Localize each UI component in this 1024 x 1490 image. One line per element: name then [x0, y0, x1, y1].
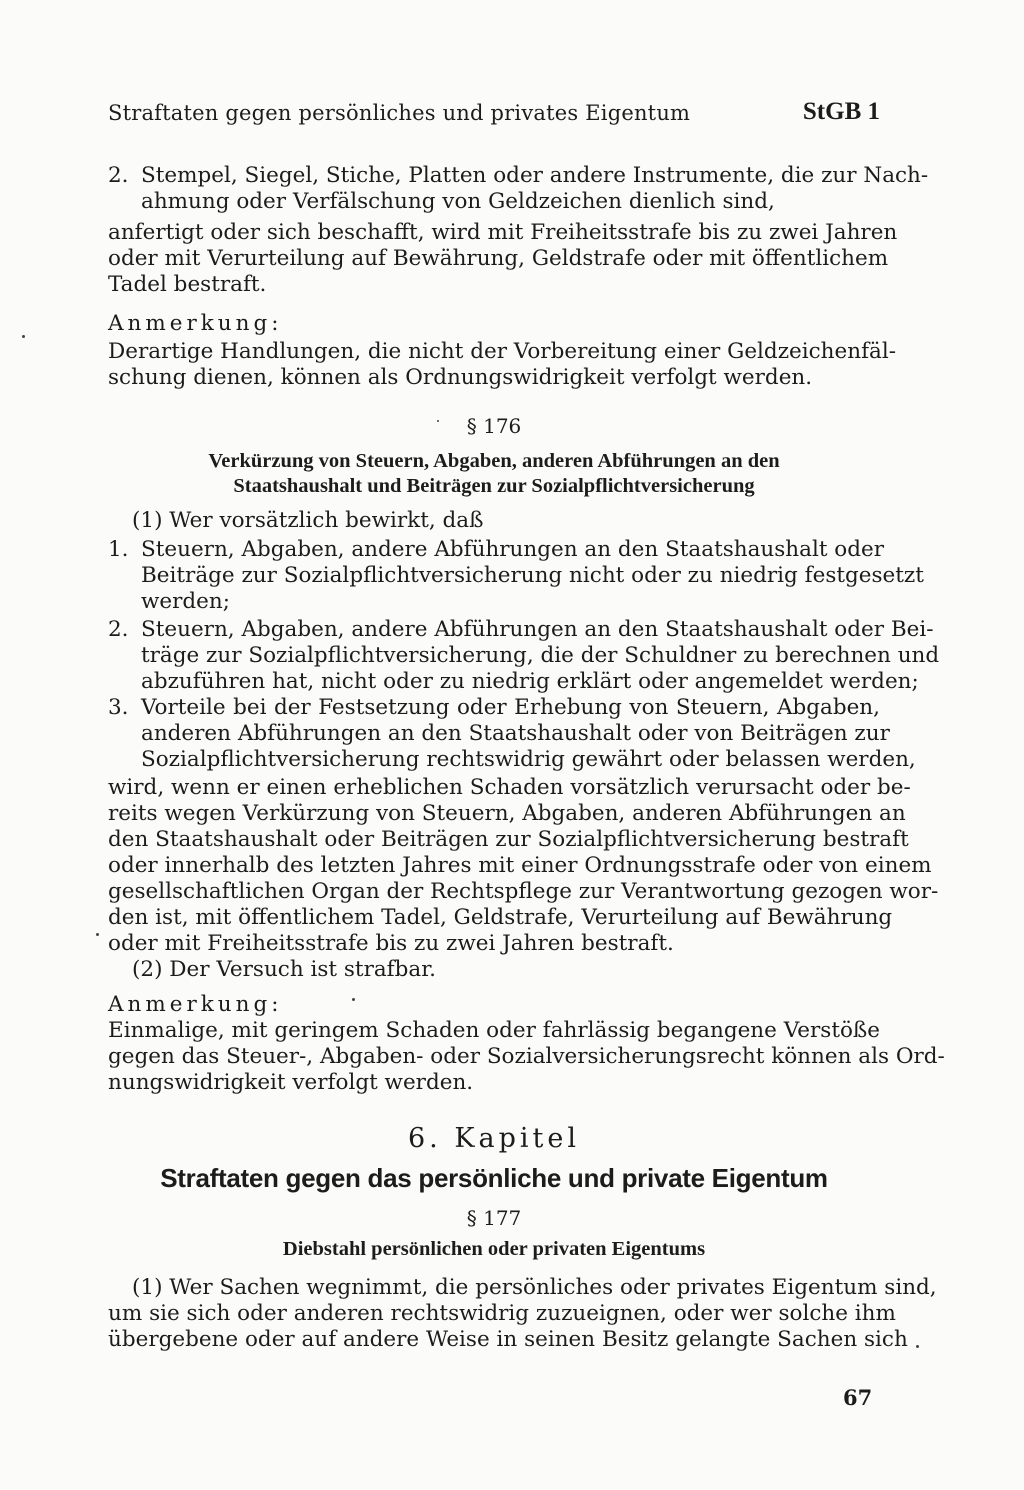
list-line: Beiträge zur Sozialpflichtversicherung nicht oder zu niedrig festgesetzt [141, 563, 924, 588]
running-header-code: StGB 1 [802, 98, 880, 125]
list-line: werden; [141, 589, 230, 614]
text-line: den ist, mit öffentlichem Tadel, Geldstrafe, Verurteilung auf Bewährung [108, 905, 893, 930]
text-line: oder mit Verurteilung auf Bewährung, Geldstrafe oder mit öffentlichem [108, 246, 889, 271]
scan-speck [916, 1345, 919, 1348]
list-number: 1. [108, 537, 129, 562]
note-label: Anmerkung: [108, 992, 283, 1017]
running-header [108, 98, 880, 131]
page-number: 67 [843, 1385, 873, 1410]
list-line: träge zur Sozialpflichtversicherung, die der Schuldner zu berechnen und [141, 643, 940, 668]
text-line: oder innerhalb des letzten Jahres mit einer Ordnungsstrafe oder von einem [108, 853, 932, 878]
list-line: Vorteile bei der Festsetzung oder Erhebung von Steuern, Abgaben, [141, 695, 880, 720]
list-line: Steuern, Abgaben, andere Abführungen an den Staatshaushalt oder Bei- [141, 617, 934, 642]
list-number: 2. [108, 617, 129, 642]
paragraph-2: (2) Der Versuch ist strafbar. [132, 957, 436, 982]
section-number-177: § 177 [466, 1206, 522, 1230]
text-line: wird, wenn er einen erheblichen Schaden vorsätzlich verursacht oder be- [108, 775, 911, 800]
list-number: 2. [108, 163, 129, 188]
list-line: Sozialpflichtversicherung rechtswidrig gewährt oder belassen werden, [141, 747, 916, 772]
text-line: anfertigt oder sich beschafft, wird mit Freiheitsstrafe bis zu zwei Jahren [108, 220, 898, 245]
section-number-176: § 176 [466, 414, 522, 438]
section-heading-176-line2: Staatshaushalt und Beiträgen zur Sozialpflichtversicherung [233, 475, 755, 497]
note-line: nungswidrigkeit verfolgt werden. [108, 1070, 474, 1095]
section-heading-177: Diebstahl persönlichen oder privaten Eigentums [282, 1238, 706, 1260]
note-line: Einmalige, mit geringem Schaden oder fahrlässig begangene Verstöße [108, 1018, 880, 1043]
list-line: Stempel, Siegel, Stiche, Platten oder andere Instrumente, die zur Nach- [141, 163, 929, 188]
scan-speck [352, 998, 355, 1001]
text-line: Tadel bestraft. [108, 272, 267, 297]
note-line: gegen das Steuer-, Abgaben- oder Sozialversicherungsrecht können als Ord- [108, 1044, 945, 1069]
note-line: schung dienen, können als Ordnungswidrigkeit verfolgt werden. [108, 365, 813, 390]
text-line: (1) Wer Sachen wegnimmt, die persönliches oder privates Eigentum sind, [132, 1275, 937, 1300]
list-line: ahmung oder Verfälschung von Geldzeichen dienlich sind, [141, 189, 775, 214]
paragraph-intro: (1) Wer vorsätzlich bewirkt, daß [132, 508, 484, 533]
note-label: Anmerkung: [108, 311, 283, 336]
list-line: anderen Abführungen an den Staatshaushalt oder von Beiträgen zur [141, 721, 890, 746]
text-line: reits wegen Verkürzung von Steuern, Abgaben, anderen Abführungen an [108, 801, 906, 826]
scan-speck [96, 933, 99, 936]
list-line: Steuern, Abgaben, andere Abführungen an den Staatshaushalt oder [141, 537, 885, 562]
text-line: den Staatshaushalt oder Beiträgen zur Sozialpflichtversicherung bestraft [108, 827, 909, 852]
text-line: gesellschaftlichen Organ der Rechtspflege zur Verantwortung gezogen wor- [108, 879, 939, 904]
scan-speck [22, 335, 25, 338]
scan-speck [437, 420, 439, 422]
list-number: 3. [108, 695, 129, 720]
note-line: Derartige Handlungen, die nicht der Vorbereitung einer Geldzeichenfäl- [108, 339, 896, 364]
chapter-label: 6. Kapitel [408, 1123, 580, 1154]
text-line: um sie sich oder anderen rechtswidrig zuzueignen, oder wer solche ihm [108, 1301, 896, 1326]
section-heading-176-line1: Verkürzung von Steuern, Abgaben, anderen Abführungen an den [208, 450, 780, 472]
text-line: übergebene oder auf andere Weise in seinen Besitz gelangte Sachen sich [108, 1327, 908, 1352]
chapter-title: Straftaten gegen das persönliche und private Eigentum [160, 1163, 828, 1193]
running-header-title: Straftaten gegen persönliches und privates Eigentum [108, 101, 691, 125]
text-line: oder mit Freiheitsstrafe bis zu zwei Jahren bestraft. [108, 931, 674, 956]
list-line: abzuführen hat, nicht oder zu niedrig erklärt oder angemeldet werden; [141, 669, 919, 694]
